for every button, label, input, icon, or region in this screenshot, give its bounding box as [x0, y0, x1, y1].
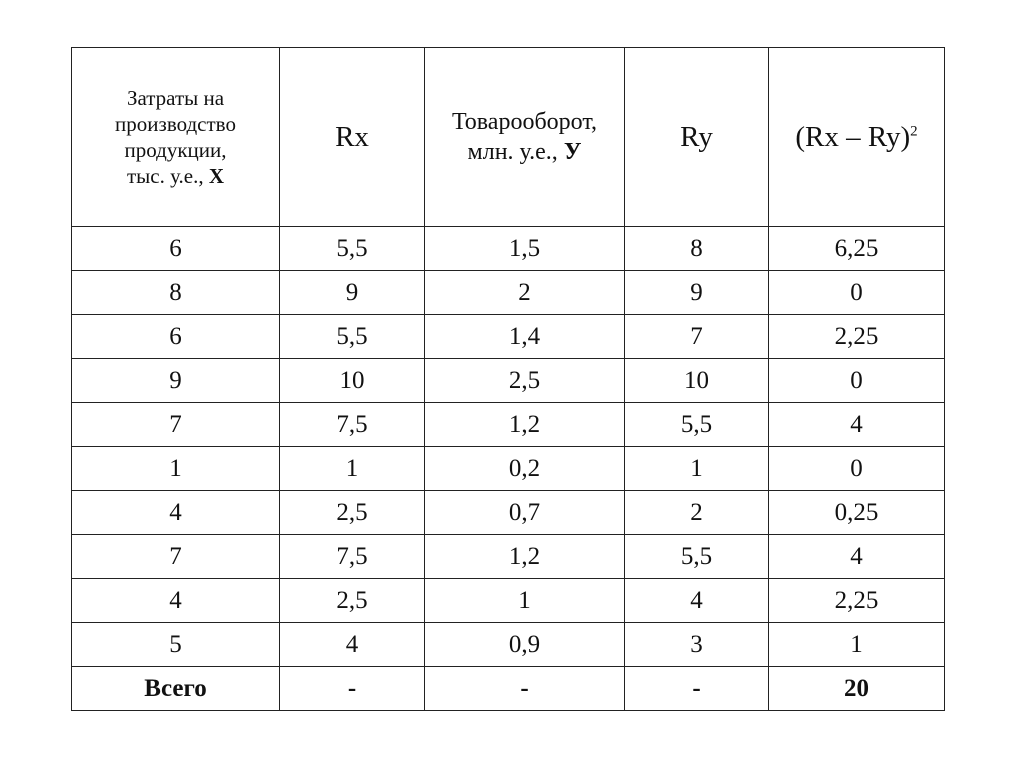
- header-costs-x: [72, 48, 280, 227]
- cell-ry: 5,5: [625, 535, 769, 579]
- cell-rx: 7,5: [280, 535, 425, 579]
- cell-rx: 5,5: [280, 227, 425, 271]
- cell-y: 2: [425, 271, 625, 315]
- cell-diff-squared: 1: [769, 623, 945, 667]
- cell-rx: 2,5: [280, 491, 425, 535]
- cell-diff-squared: 2,25: [769, 315, 945, 359]
- cell-ry: 9: [625, 271, 769, 315]
- table-row: [72, 623, 945, 667]
- cell-ry: 7: [625, 315, 769, 359]
- cell-x: 1: [72, 447, 280, 491]
- cell-x: 7: [72, 535, 280, 579]
- table-row: [72, 271, 945, 315]
- cell-x: 6: [72, 227, 280, 271]
- cell-ry: 2: [625, 491, 769, 535]
- cell-rx: 10: [280, 359, 425, 403]
- cell-diff-squared: 4: [769, 403, 945, 447]
- header-rx: Rx: [280, 48, 425, 227]
- table-row: [72, 315, 945, 359]
- cell-rx: 9: [280, 271, 425, 315]
- cell-x: 5: [72, 623, 280, 667]
- cell-y: 0,9: [425, 623, 625, 667]
- cell-diff-squared: 6,25: [769, 227, 945, 271]
- header-turnover-unit: млн. у.е.,: [467, 139, 558, 165]
- header-row: [72, 48, 945, 227]
- header-y-variable: У: [563, 139, 582, 165]
- header-square-exponent: 2: [910, 122, 918, 139]
- cell-ry: 4: [625, 579, 769, 623]
- cell-x: 7: [72, 403, 280, 447]
- table-row: [72, 491, 945, 535]
- cell-y: 1,2: [425, 535, 625, 579]
- cell-y: 2,5: [425, 359, 625, 403]
- cell-rx: 2,5: [280, 579, 425, 623]
- table-row: [72, 535, 945, 579]
- total-label: Всего: [72, 667, 280, 711]
- cell-y: 1,2: [425, 403, 625, 447]
- table-row: [72, 227, 945, 271]
- header-x-variable: Х: [208, 164, 224, 188]
- header-turnover-line-2: [425, 137, 624, 167]
- cell-ry: 10: [625, 359, 769, 403]
- cell-ry: 8: [625, 227, 769, 271]
- total-ry: -: [625, 667, 769, 711]
- header-rank-diff-squared: [769, 48, 945, 227]
- header-costs-line-3: продукции,: [124, 138, 227, 162]
- cell-x: 9: [72, 359, 280, 403]
- cell-diff-squared: 0: [769, 271, 945, 315]
- cell-y: 0,7: [425, 491, 625, 535]
- header-turnover-line-1: Товарооборот,: [451, 109, 598, 135]
- table-row: [72, 359, 945, 403]
- rank-correlation-table: [71, 47, 945, 711]
- cell-y: 0,2: [425, 447, 625, 491]
- cell-diff-squared: 4: [769, 535, 945, 579]
- cell-x: 8: [72, 271, 280, 315]
- cell-diff-squared: 0,25: [769, 491, 945, 535]
- header-costs-line-1: Затраты на: [126, 86, 225, 110]
- header-turnover-y: [425, 48, 625, 227]
- cell-diff-squared: 0: [769, 359, 945, 403]
- cell-y: 1: [425, 579, 625, 623]
- table-row: [72, 447, 945, 491]
- header-costs-unit: тыс. у.е.,: [127, 164, 204, 188]
- header-costs-line-4: [72, 163, 279, 189]
- cell-x: 6: [72, 315, 280, 359]
- total-rx: -: [280, 667, 425, 711]
- cell-rx: 5,5: [280, 315, 425, 359]
- cell-rx: 4: [280, 623, 425, 667]
- header-ry: Ry: [625, 48, 769, 227]
- total-row: [72, 667, 945, 711]
- cell-rx: 7,5: [280, 403, 425, 447]
- cell-ry: 1: [625, 447, 769, 491]
- cell-y: 1,5: [425, 227, 625, 271]
- cell-ry: 3: [625, 623, 769, 667]
- total-y: -: [425, 667, 625, 711]
- cell-x: 4: [72, 491, 280, 535]
- cell-y: 1,4: [425, 315, 625, 359]
- cell-x: 4: [72, 579, 280, 623]
- cell-diff-squared: 0: [769, 447, 945, 491]
- cell-ry: 5,5: [625, 403, 769, 447]
- table-row: [72, 579, 945, 623]
- table-row: [72, 403, 945, 447]
- total-diff-squared: 20: [769, 667, 945, 711]
- cell-diff-squared: 2,25: [769, 579, 945, 623]
- cell-rx: 1: [280, 447, 425, 491]
- header-costs-line-2: производство: [115, 112, 236, 136]
- header-rank-diff: (Rx – Ry): [795, 120, 911, 153]
